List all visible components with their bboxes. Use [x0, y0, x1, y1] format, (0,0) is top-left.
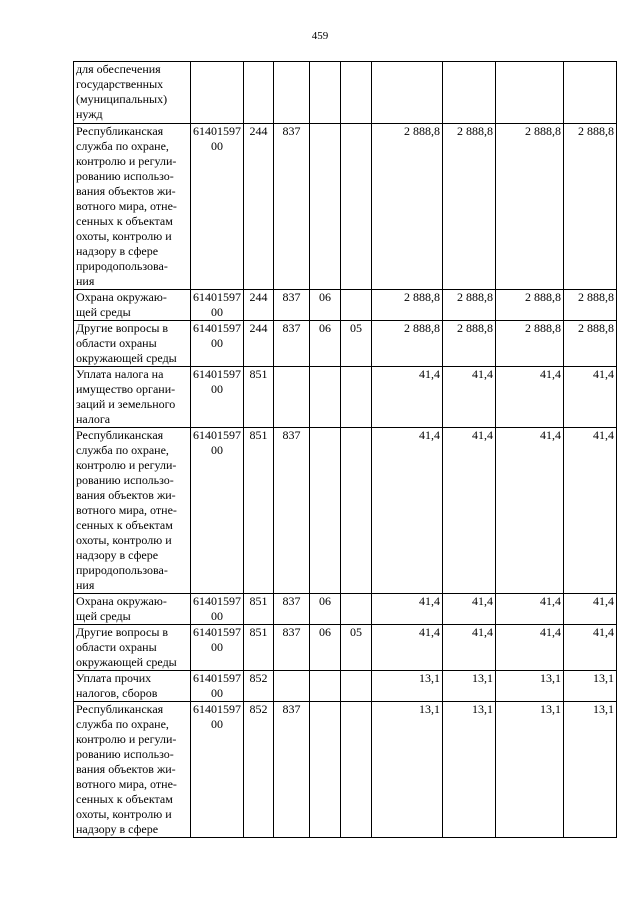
- cell-target-code: 61401597 00: [191, 671, 244, 702]
- table-row: [74, 290, 617, 321]
- cell-name: Республиканская служба по охране, контролю и регули- рованию использо- вания объектов жи- вотного мира, отне- сенных к объектам охоты, контролю и надзору в сфере природопользова- ния: [74, 428, 191, 594]
- cell-section: [310, 671, 341, 702]
- cell-subsection: [341, 594, 372, 625]
- cell-subsection: [341, 702, 372, 838]
- cell-amount-3: 41,4: [496, 367, 564, 428]
- cell-amount-2: 41,4: [443, 367, 496, 428]
- cell-amount-4: 13,1: [564, 702, 617, 838]
- cell-amount-1: 13,1: [372, 702, 443, 838]
- cell-section: [310, 428, 341, 594]
- cell-amount-3: 2 888,8: [496, 321, 564, 367]
- cell-target-code: 61401597 00: [191, 124, 244, 290]
- cell-expense-type: 851: [244, 594, 274, 625]
- cell-amount-4: 2 888,8: [564, 290, 617, 321]
- cell-amount-2: 13,1: [443, 702, 496, 838]
- cell-expense-type: 851: [244, 367, 274, 428]
- cell-amount-1: [372, 62, 443, 124]
- cell-amount-2: 2 888,8: [443, 124, 496, 290]
- cell-target-code: 61401597 00: [191, 594, 244, 625]
- cell-name: Другие вопросы в области охраны окружающей среды: [74, 321, 191, 367]
- cell-section: 06: [310, 594, 341, 625]
- cell-name: Уплата налога на имущество органи- заций и земельного налога: [74, 367, 191, 428]
- cell-subsection: [341, 671, 372, 702]
- cell-subsection: [341, 62, 372, 124]
- cell-amount-3: 13,1: [496, 671, 564, 702]
- cell-amount-2: 41,4: [443, 594, 496, 625]
- cell-amount-1: 41,4: [372, 367, 443, 428]
- table-row: [74, 594, 617, 625]
- cell-expense-type: 244: [244, 124, 274, 290]
- cell-expense-type: 244: [244, 321, 274, 367]
- cell-target-code: [191, 62, 244, 124]
- cell-admin-code: 837: [274, 124, 310, 290]
- cell-admin-code: 837: [274, 321, 310, 367]
- table-row: [74, 625, 617, 671]
- cell-amount-4: [564, 62, 617, 124]
- cell-target-code: 61401597 00: [191, 428, 244, 594]
- cell-subsection: [341, 428, 372, 594]
- cell-amount-1: 2 888,8: [372, 321, 443, 367]
- cell-subsection: [341, 290, 372, 321]
- cell-section: [310, 124, 341, 290]
- cell-name: Уплата прочих налогов, сборов: [74, 671, 191, 702]
- cell-amount-3: 41,4: [496, 428, 564, 594]
- cell-name: Охрана окружаю- щей среды: [74, 594, 191, 625]
- cell-name: Республиканская служба по охране, контролю и регули- рованию использо- вания объектов жи- вотного мира, отне- сенных к объектам охоты, контролю и надзору в сфере: [74, 702, 191, 838]
- cell-amount-2: 2 888,8: [443, 321, 496, 367]
- table-row: [74, 428, 617, 594]
- cell-section: [310, 62, 341, 124]
- cell-target-code: 61401597 00: [191, 702, 244, 838]
- cell-expense-type: [244, 62, 274, 124]
- cell-amount-2: 41,4: [443, 625, 496, 671]
- cell-amount-4: 41,4: [564, 367, 617, 428]
- cell-section: 06: [310, 321, 341, 367]
- table-row: [74, 62, 617, 124]
- cell-amount-4: 41,4: [564, 625, 617, 671]
- cell-expense-type: 851: [244, 625, 274, 671]
- cell-admin-code: [274, 671, 310, 702]
- budget-table: [73, 61, 617, 838]
- cell-expense-type: 852: [244, 702, 274, 838]
- cell-amount-1: 41,4: [372, 594, 443, 625]
- cell-admin-code: [274, 367, 310, 428]
- cell-amount-1: 41,4: [372, 625, 443, 671]
- cell-name: Республиканская служба по охране, контролю и регули- рованию использо- вания объектов жи- вотного мира, отне- сенных к объектам охоты, контролю и надзору в сфере природопользова- ния: [74, 124, 191, 290]
- cell-admin-code: 837: [274, 702, 310, 838]
- cell-section: [310, 367, 341, 428]
- cell-amount-4: 13,1: [564, 671, 617, 702]
- cell-amount-1: 2 888,8: [372, 290, 443, 321]
- cell-expense-type: 851: [244, 428, 274, 594]
- cell-amount-3: 41,4: [496, 625, 564, 671]
- cell-subsection: 05: [341, 625, 372, 671]
- cell-amount-4: 41,4: [564, 428, 617, 594]
- cell-admin-code: 837: [274, 290, 310, 321]
- cell-admin-code: 837: [274, 625, 310, 671]
- table-row: [74, 702, 617, 838]
- page-number: 459: [311, 30, 329, 42]
- cell-amount-4: 2 888,8: [564, 124, 617, 290]
- cell-amount-3: 41,4: [496, 594, 564, 625]
- cell-subsection: 05: [341, 321, 372, 367]
- cell-target-code: 61401597 00: [191, 321, 244, 367]
- cell-target-code: 61401597 00: [191, 290, 244, 321]
- cell-name: для обеспечения государственных (муниципальных) нужд: [74, 62, 191, 124]
- cell-section: [310, 702, 341, 838]
- cell-target-code: 61401597 00: [191, 367, 244, 428]
- cell-amount-2: 2 888,8: [443, 290, 496, 321]
- cell-amount-1: 2 888,8: [372, 124, 443, 290]
- cell-section: 06: [310, 290, 341, 321]
- cell-amount-2: [443, 62, 496, 124]
- cell-name: Охрана окружаю- щей среды: [74, 290, 191, 321]
- cell-amount-3: 13,1: [496, 702, 564, 838]
- cell-subsection: [341, 124, 372, 290]
- table-row: [74, 367, 617, 428]
- cell-subsection: [341, 367, 372, 428]
- cell-amount-3: 2 888,8: [496, 290, 564, 321]
- cell-name: Другие вопросы в области охраны окружающей среды: [74, 625, 191, 671]
- cell-amount-2: 41,4: [443, 428, 496, 594]
- cell-expense-type: 244: [244, 290, 274, 321]
- cell-admin-code: 837: [274, 428, 310, 594]
- cell-expense-type: 852: [244, 671, 274, 702]
- cell-amount-4: 2 888,8: [564, 321, 617, 367]
- cell-amount-1: 13,1: [372, 671, 443, 702]
- cell-section: 06: [310, 625, 341, 671]
- cell-admin-code: [274, 62, 310, 124]
- cell-admin-code: 837: [274, 594, 310, 625]
- table-row: [74, 671, 617, 702]
- table-row: [74, 321, 617, 367]
- table-row: [74, 124, 617, 290]
- cell-amount-1: 41,4: [372, 428, 443, 594]
- cell-target-code: 61401597 00: [191, 625, 244, 671]
- cell-amount-2: 13,1: [443, 671, 496, 702]
- cell-amount-3: 2 888,8: [496, 124, 564, 290]
- cell-amount-4: 41,4: [564, 594, 617, 625]
- cell-amount-3: [496, 62, 564, 124]
